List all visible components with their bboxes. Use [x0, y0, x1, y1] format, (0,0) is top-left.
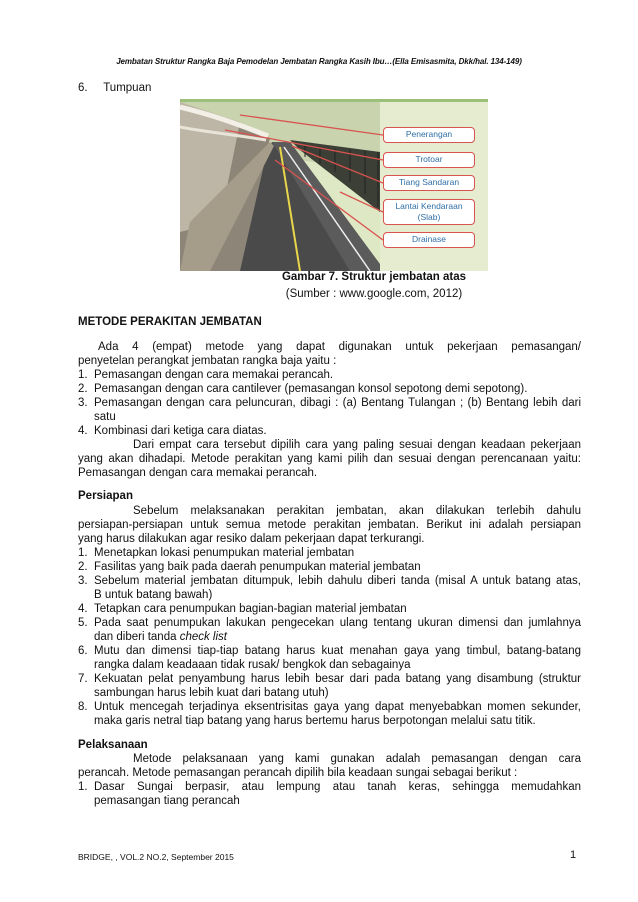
persiapan-item-5	[78, 617, 581, 631]
item-text: Mutu dan dimensi tiap-tiap batang harus kuat menahan gaya yang timbul, batang-batang	[94, 645, 581, 657]
persiapan-item-8-cont: maka garis netral tiap batang yang harus bertemu harus berpotongan melalui satu titik.	[94, 715, 536, 727]
page-number: 1	[570, 849, 577, 861]
item-number: 3.	[78, 575, 88, 587]
persiapan-item-6	[78, 645, 581, 659]
bridge-photo	[180, 102, 488, 271]
item-cont-text: dan diberi tanda	[94, 631, 180, 643]
persiapan-item-5-cont	[94, 631, 597, 645]
item-number: 5.	[78, 617, 88, 629]
metode-item-1	[78, 369, 581, 383]
persiapan-item-4	[78, 603, 581, 617]
item-number: 3.	[78, 397, 88, 409]
metode-para-line3: Pemasangan dengan cara memakai perancah.	[78, 467, 318, 479]
callout-drainase: Drainase	[383, 232, 475, 248]
pelaksanaan-heading: Pelaksanaan	[78, 739, 148, 751]
item-text: Untuk mencegah terjadinya eksentrisitas gaya yang dapat menyebabkan momen sekunder,	[94, 701, 581, 713]
persiapan-para-line2: persiapan-persiapan untuk semua metode perakitan jembatan. Berikut ini adalah persiapan	[78, 519, 581, 531]
item-text: Pada saat penumpukan lakukan pengecekan ulang tentang ukuran dimensi dan jumlahnya	[94, 617, 581, 629]
callout-tiang-sandaran: Tiang Sandaran	[383, 175, 475, 191]
item-text: Pemasangan dengan cara memakai perancah.	[94, 369, 334, 381]
bridge-figure	[180, 99, 488, 271]
persiapan-para-line1: Sebelum melaksanakan perakitan jembatan, akan dilakukan terlebih dahulu	[133, 505, 581, 517]
item-number: 1.	[78, 781, 88, 793]
section-number: 6.	[78, 82, 88, 94]
persiapan-heading: Persiapan	[78, 490, 133, 502]
callout-lantai-kendaraan	[383, 199, 475, 225]
item-text: Dasar Sungai berpasir, atau lempung atau tanah keras, sehingga memudahkan	[94, 781, 581, 793]
item-number: 6.	[78, 645, 88, 657]
item-number: 8.	[78, 701, 88, 713]
callout-penerangan: Penerangan	[383, 127, 475, 143]
metode-item-3-cont: satu	[94, 411, 116, 423]
footer-journal-info: BRIDGE, , VOL.2 NO.2, September 2015	[78, 852, 234, 862]
item-number: 4.	[78, 603, 88, 615]
metode-para-line2: yang akan dihadapi. Metode perakitan yang kami pilih dan sesuai dengan perencanaan yaitu:	[78, 453, 581, 465]
item-text: Kekuatan pelat penyambung harus lebih besar dari pada batang yang disambung (struktur	[94, 673, 581, 685]
metode-heading: METODE PERAKITAN JEMBATAN	[78, 316, 262, 328]
persiapan-item-1	[78, 547, 581, 561]
item-text: Menetapkan lokasi penumpukan material jembatan	[94, 547, 355, 559]
metode-item-4	[78, 425, 581, 439]
running-header: Jembatan Struktur Rangka Baja Pemodelan Jembatan Rangka Kasih Ibu…(Ella Emisasmita, Dkk/hal. 134-149)	[116, 57, 522, 66]
pelaksanaan-item-1	[78, 781, 581, 795]
persiapan-para-line3: yang harus dilakukan agar resiko dalam pekerjaan dapat terkurangi.	[78, 533, 425, 545]
item-number: 2.	[78, 383, 88, 395]
metode-intro-line2: penyetelan perangkat jembatan rangka baja yaitu :	[78, 355, 337, 367]
persiapan-item-2	[78, 561, 581, 575]
item-text: Pemasangan dengan cara cantilever (pemasangan konsol sepotong demi sepotong).	[94, 383, 528, 395]
metode-item-2	[78, 383, 581, 397]
item-text: Fasilitas yang baik pada daerah penumpukan material jembatan	[94, 561, 421, 573]
item-number: 1.	[78, 369, 88, 381]
item-number: 1.	[78, 547, 88, 559]
section-title: Tumpuan	[103, 82, 152, 94]
pelaksanaan-para-line2: perancah. Metode pemasangan perancah dipilih bila keadaan sungai sebagai berikut :	[78, 767, 518, 779]
metode-intro-line1: Ada 4 (empat) metode yang dapat digunakan untuk pekerjaan pemasangan/	[98, 341, 581, 353]
callout-lantai-label: Lantai Kendaraan	[395, 201, 463, 211]
item-number: 2.	[78, 561, 88, 573]
item-text: Kombinasi dari ketiga cara diatas.	[94, 425, 267, 437]
check-list-term: check list	[179, 631, 227, 643]
callout-trotoar: Trotoar	[383, 152, 475, 168]
item-text: Sebelum material jembatan ditumpuk, lebih dahulu diberi tanda (misal A untuk batang atas,	[94, 575, 581, 587]
figure-source: (Sumber : www.google.com, 2012)	[285, 288, 463, 300]
item-number: 4.	[78, 425, 88, 437]
item-number: 7.	[78, 673, 88, 685]
item-text: Pemasangan dengan cara peluncuran, dibagi : (a) Bentang Tulangan ; (b) Bentang lebih dari	[94, 397, 581, 409]
persiapan-item-3	[78, 575, 581, 589]
metode-item-3	[78, 397, 581, 411]
pelaksanaan-para-line1: Metode pelaksanaan yang kami gunakan adalah pemasangan dengan cara	[133, 753, 581, 765]
persiapan-item-7	[78, 673, 581, 687]
pelaksanaan-item-1-cont: pemasangan tiang perancah	[94, 795, 240, 807]
metode-para-line1: Dari empat cara tersebut dipilih cara yang paling sesuai dengan keadaan pekerjaan	[133, 439, 581, 451]
callout-slab-label: (Slab)	[417, 211, 441, 222]
figure-caption: Gambar 7. Struktur jembatan atas	[281, 271, 467, 283]
persiapan-item-8	[78, 701, 581, 715]
persiapan-item-7-cont: sambungan harus lebih kuat dari batang utuh)	[94, 687, 329, 699]
section-heading-tumpuan	[78, 82, 581, 96]
persiapan-item-6-cont: rangka dalam keadaaan tidak rusak/ bengkok dan sebagainya	[94, 659, 411, 671]
item-text: Tetapkan cara penumpukan bagian-bagian material jembatan	[94, 603, 407, 615]
persiapan-item-3-cont: B untuk batang bawah)	[94, 589, 213, 601]
